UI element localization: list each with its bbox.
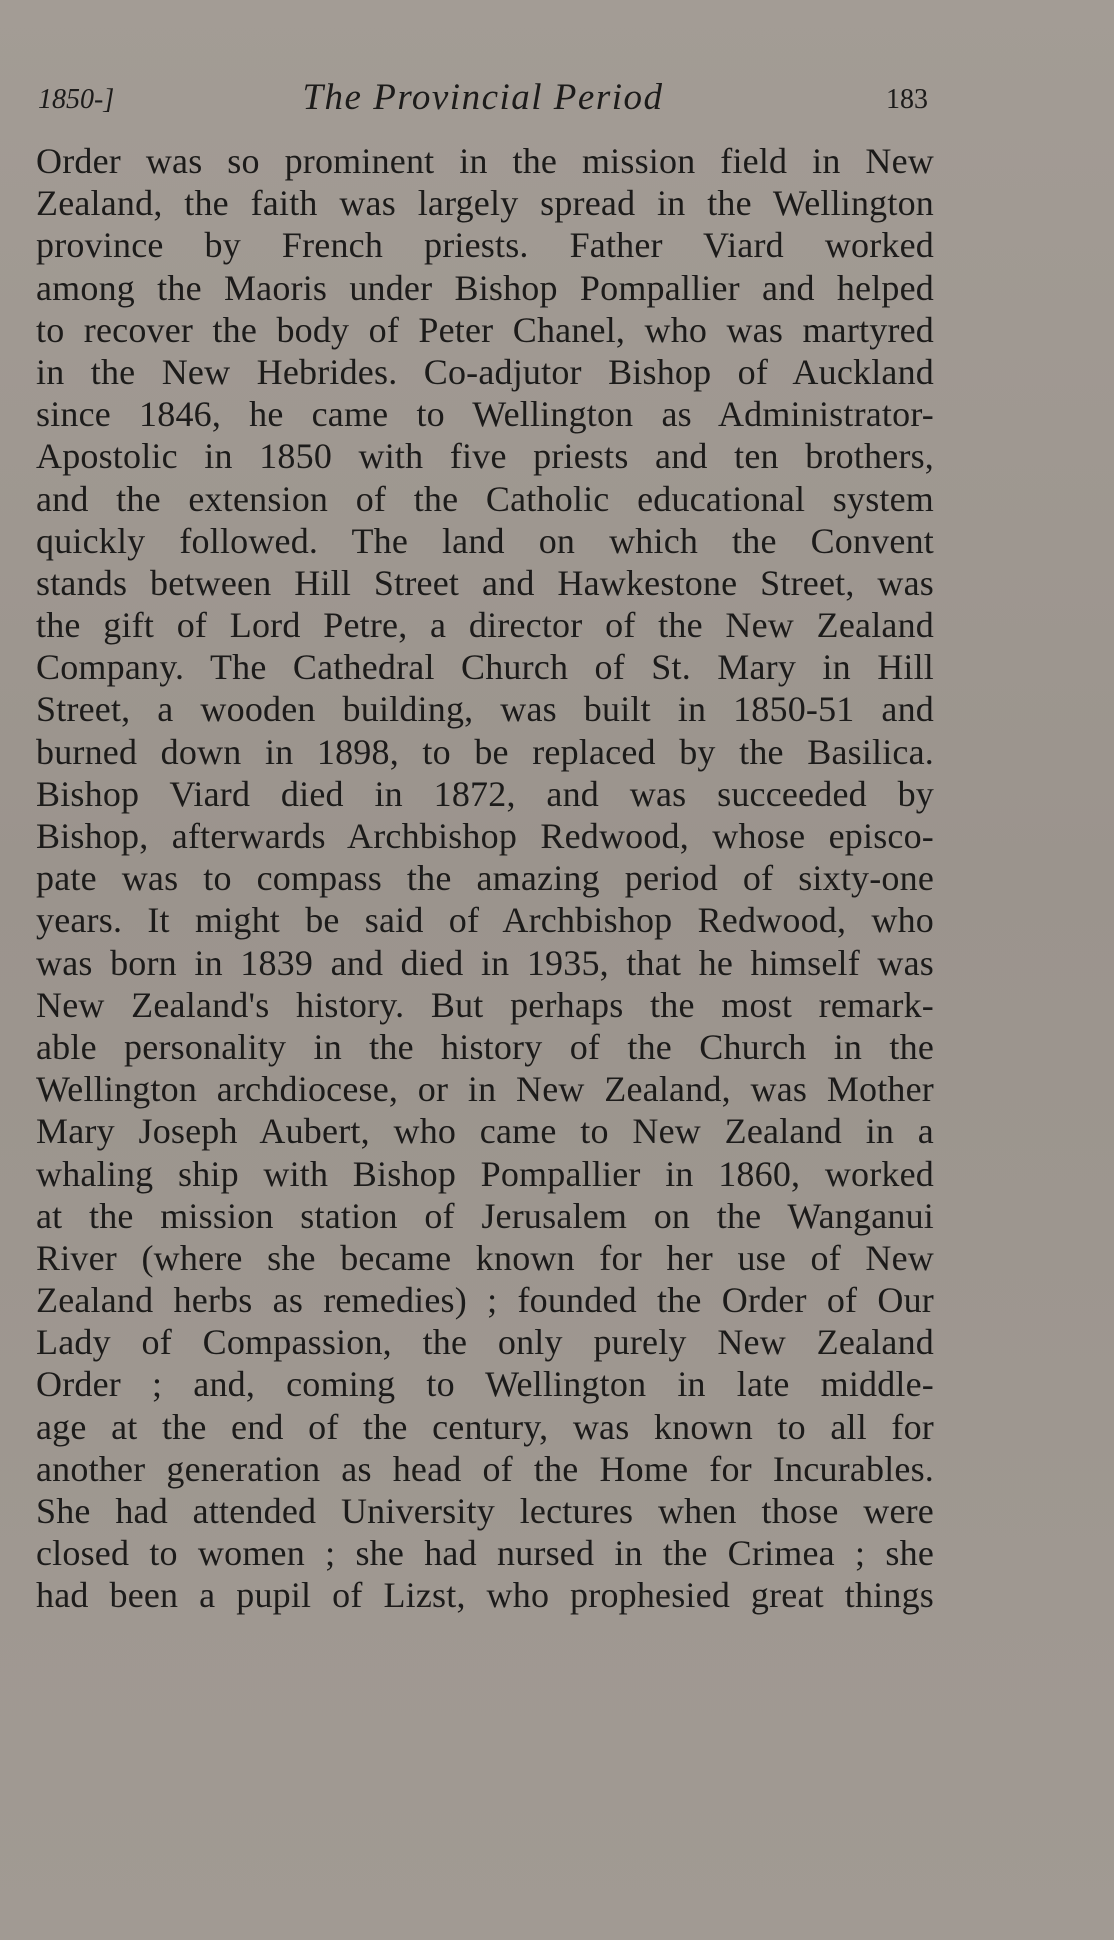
text-line: to recover the body of Peter Chanel, who was martyred [36, 309, 934, 350]
text-line: New Zealand's history. But perhaps the most remark- [36, 984, 934, 1025]
running-head-date: 1850-] [38, 84, 115, 115]
body-paragraph [36, 140, 934, 1617]
running-head [38, 76, 928, 122]
text-line: Bishop Viard died in 1872, and was succeeded by [36, 773, 934, 814]
text-line: Wellington archdiocese, or in New Zealand, was Mother [36, 1069, 934, 1110]
text-line: age at the end of the century, was known to all for [36, 1406, 934, 1447]
text-line: burned down in 1898, to be replaced by the Basilica. [36, 731, 934, 772]
text-line: pate was to compass the amazing period of sixty-one [36, 858, 934, 899]
text-line: among the Maoris under Bishop Pompallier and helped [36, 267, 934, 308]
text-line: Order was so prominent in the mission field in New [36, 141, 934, 181]
text-line: able personality in the history of the Church in the [36, 1026, 934, 1067]
text-line: Apostolic in 1850 with five priests and ten brothers, [36, 436, 934, 477]
text-line: was born in 1839 and died in 1935, that he himself was [36, 942, 934, 983]
text-line: the gift of Lord Petre, a director of the New Zealand [36, 605, 934, 646]
page-number: 183 [886, 84, 928, 115]
text-line: Mary Joseph Aubert, who came to New Zealand in a [36, 1111, 934, 1152]
text-line: Zealand herbs as remedies) ; founded the Order of Our [36, 1280, 934, 1321]
text-line: at the mission station of Jerusalem on the Wanganui [36, 1195, 934, 1236]
text-line: Order ; and, coming to Wellington in late middle- [36, 1364, 934, 1405]
text-line: stands between Hill Street and Hawkestone Street, was [36, 562, 934, 603]
text-line: River (where she became known for her use of New [36, 1237, 934, 1278]
text-line: Bishop, afterwards Archbishop Redwood, whose episco- [36, 816, 934, 856]
text-line: years. It might be said of Archbishop Redwood, who [36, 900, 934, 941]
text-line: had been a pupil of Lizst, who prophesied great things [36, 1575, 934, 1616]
text-line: Lady of Compassion, the only purely New Zealand [36, 1322, 934, 1363]
text-line: since 1846, he came to Wellington as Administrator- [36, 394, 934, 435]
text-line: whaling ship with Bishop Pompallier in 1860, worked [36, 1153, 934, 1194]
text-line: Company. The Cathedral Church of St. Mary in Hill [36, 647, 934, 688]
running-head-title: The Provincial Period [302, 77, 664, 118]
text-line: quickly followed. The land on which the Convent [36, 520, 934, 561]
text-line: and the extension of the Catholic educational system [36, 478, 934, 519]
text-line: Street, a wooden building, was built in 1850-51 and [36, 689, 934, 730]
text-line: another generation as head of the Home for Incurables. [36, 1448, 934, 1489]
text-line: in the New Hebrides. Co-adjutor Bishop of Auckland [36, 351, 934, 392]
text-line: She had attended University lectures when those were [36, 1491, 934, 1531]
text-line: closed to women ; she had nursed in the Crimea ; she [36, 1533, 934, 1574]
text-line: Zealand, the faith was largely spread in the Wellington [36, 183, 934, 224]
text-line: province by French priests. Father Viard worked [36, 225, 934, 266]
